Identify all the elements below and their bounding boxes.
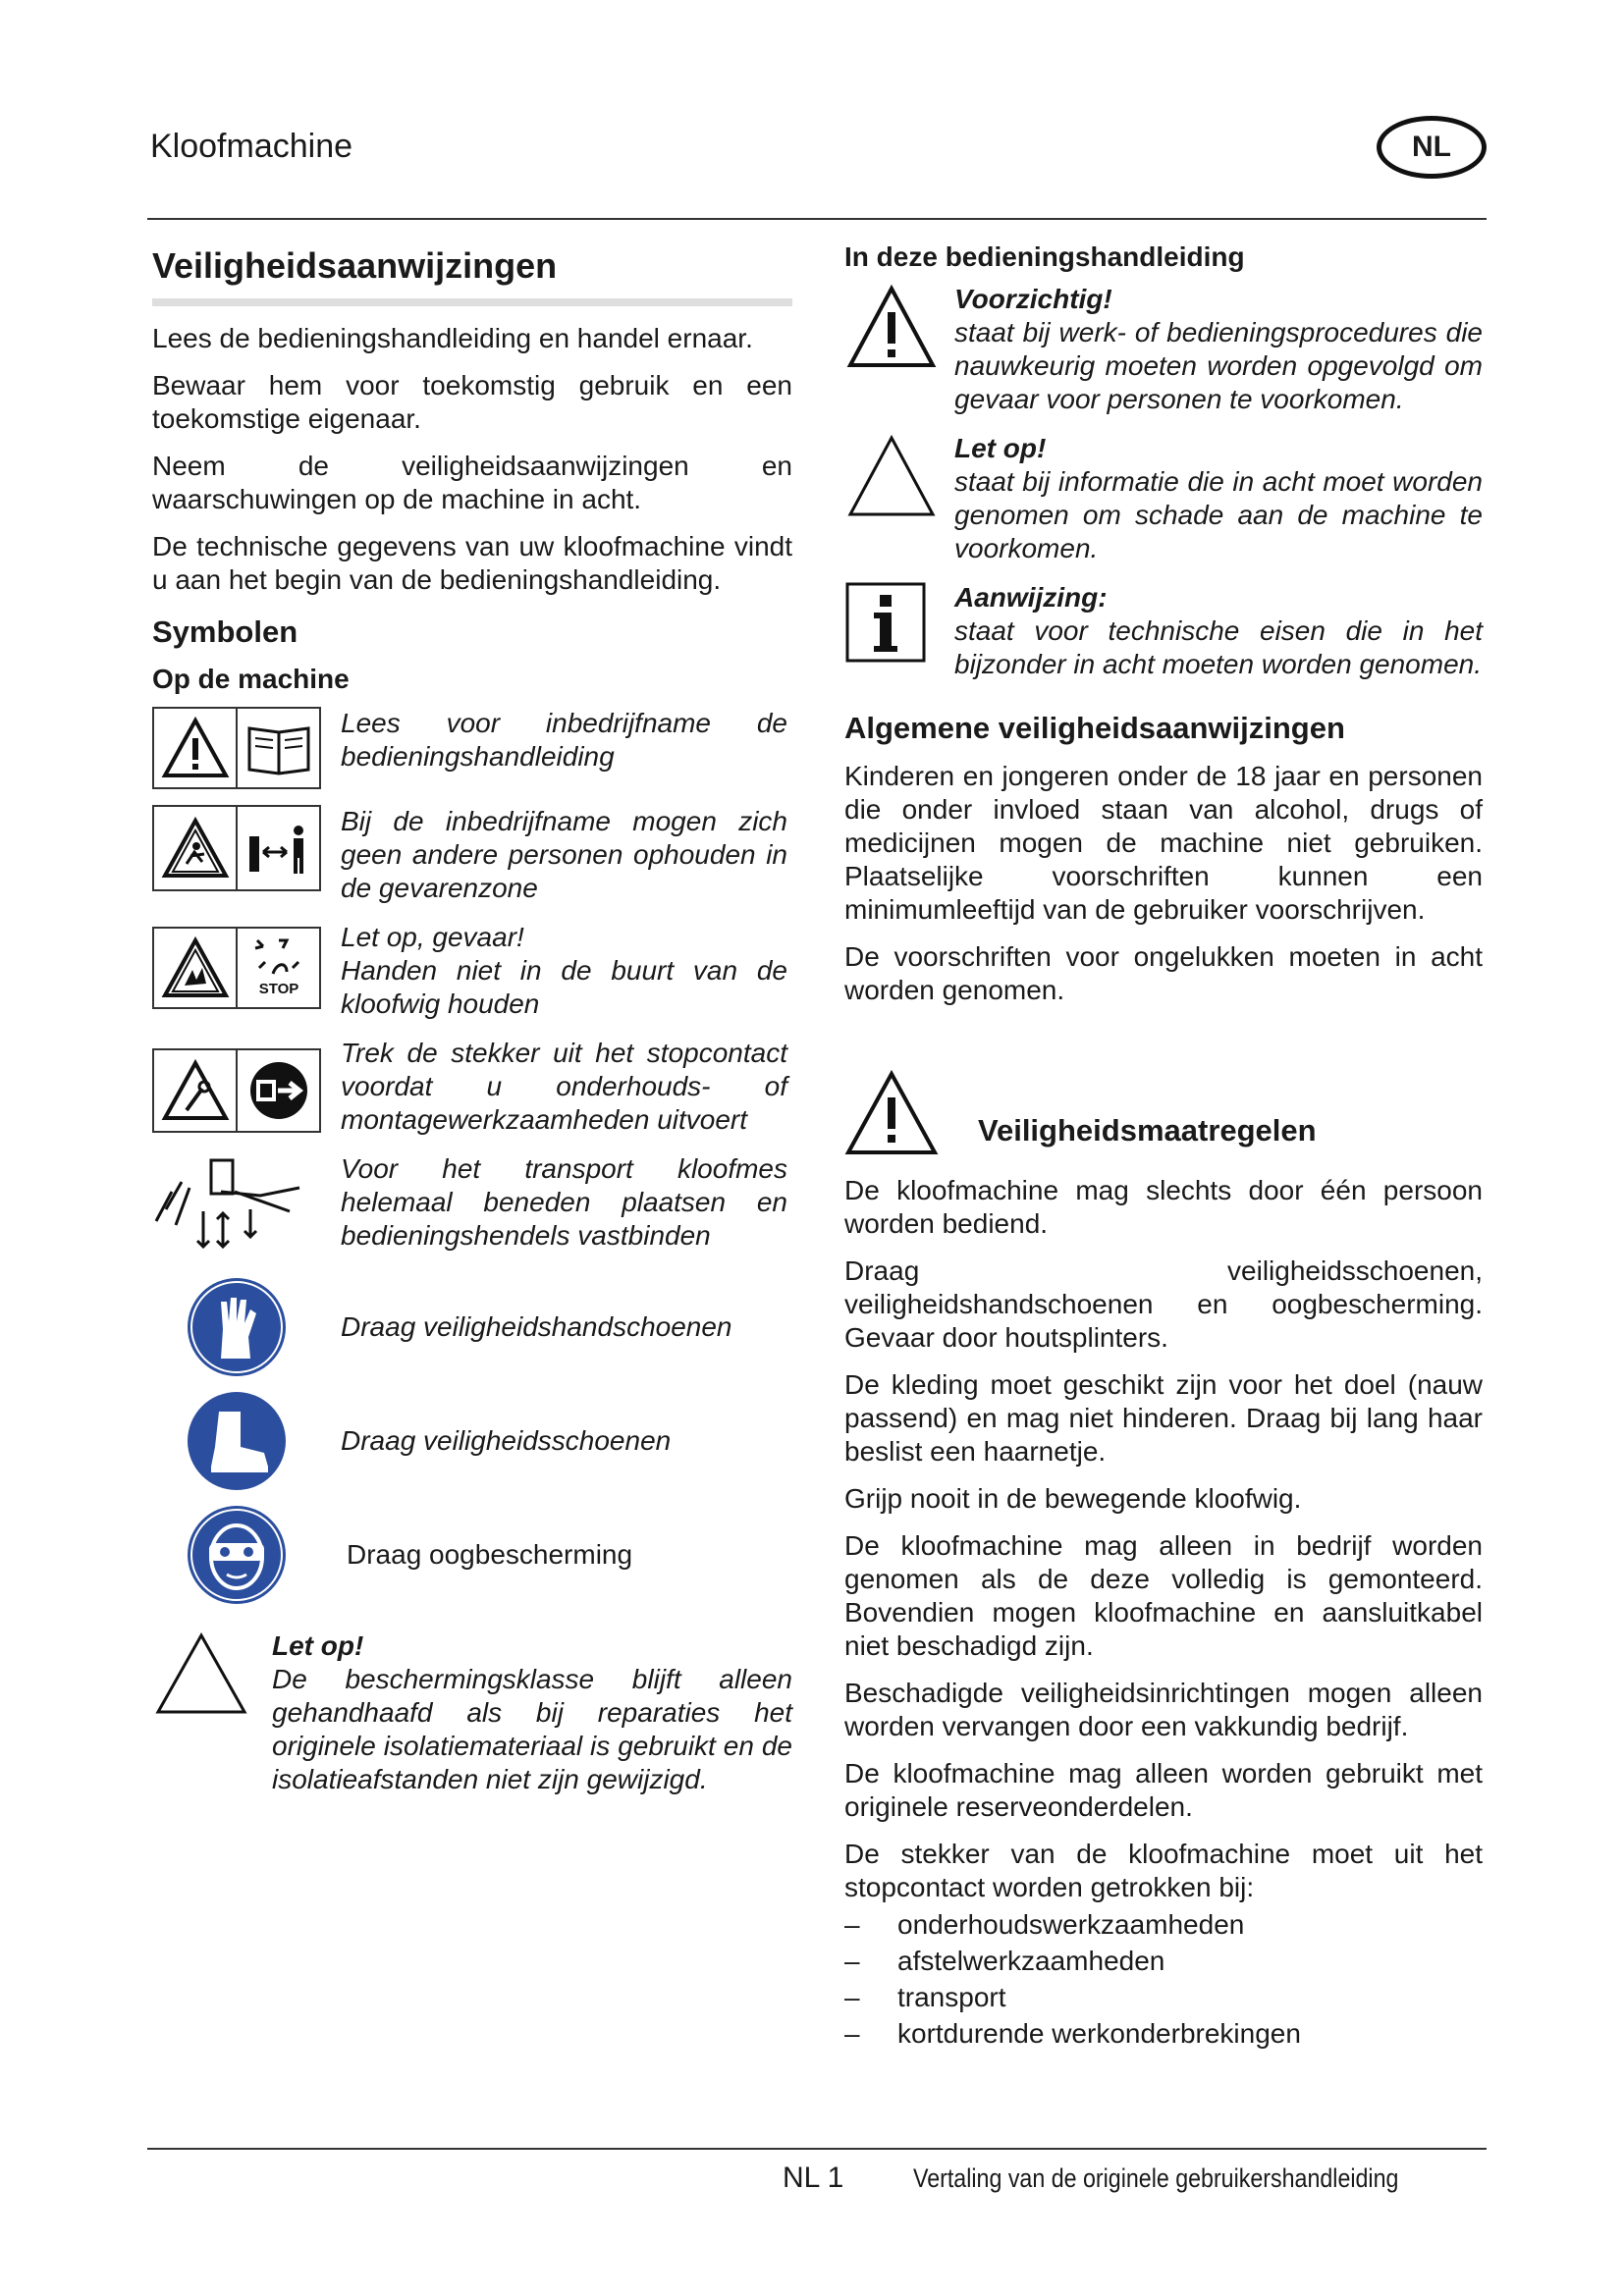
item-text: staat voor technische eisen die in het bijzonder in acht moeten worden genomen.: [954, 615, 1483, 679]
symbol-text: Trek de stekker uit het stopcontact voordat u onderhouds- of montagewerkzaamheden uitvoert: [341, 1038, 787, 1135]
on-machine-heading: Op de machine: [152, 664, 350, 694]
symbol-row: [152, 1504, 792, 1606]
manual-item: [844, 581, 1483, 681]
header-divider: [147, 218, 1487, 220]
symbol-text: Draag oogbescherming: [347, 1539, 633, 1570]
list-item: – onderhoudswerkzaamheden: [844, 1909, 1245, 1940]
warning-hand-icon: [161, 936, 230, 999]
manual-heading: In deze bedieningshandleiding: [844, 241, 1245, 272]
symbol-hands-danger: [152, 927, 321, 1009]
eye-protection-icon: [186, 1504, 288, 1606]
rotating-stop-icon: [244, 933, 314, 1003]
symbol-row: [152, 921, 792, 1021]
symbol-text: Draag veiligheidsschoenen: [341, 1425, 672, 1456]
paragraph: De kloofmachine mag alleen worden gebruikt met originele reserveonderdelen.: [844, 1758, 1483, 1822]
language-badge: NL: [1377, 116, 1487, 179]
symbol-row: [152, 805, 792, 905]
symbol-row: [152, 1390, 792, 1492]
paragraph: De kloofmachine mag slechts door één persoon worden bediend.: [844, 1175, 1483, 1239]
caution-triangle-icon: [152, 1629, 250, 1718]
list-item: – kortdurende werkonderbrekingen: [844, 2018, 1301, 2049]
right-column: [844, 241, 1483, 2052]
symbol-text: Voor het transport kloofmes helemaal beneden plaatsen en bedieningshendels vastbinden: [341, 1153, 787, 1251]
footer-divider: [147, 2148, 1487, 2150]
paragraph: De stekker van de kloofmachine moet uit het stopcontact worden getrokken bij:: [844, 1839, 1483, 1902]
general-heading: Algemene veiligheidsaanwijzingen: [844, 711, 1345, 745]
transport-icon: [152, 1152, 309, 1260]
stop-label: STOP: [258, 981, 298, 997]
gloves-icon: [186, 1276, 288, 1378]
list-item: – afstelwerkzaamheden: [844, 1946, 1165, 1976]
footer-text: Vertaling van de originele gebruikershandleiding: [913, 2163, 1399, 2193]
symbol-text: Handen niet in de buurt van de kloofwig houden: [341, 955, 787, 1019]
note-title: Let op!: [272, 1630, 364, 1661]
symbol-text: Let op, gevaar!: [341, 922, 524, 952]
caution-triangle-icon: [844, 432, 939, 520]
list-item: – transport: [844, 1982, 1006, 2012]
item-text: staat bij informatie die in acht moet worden genomen om schade aan de machine te voorkomen.: [954, 466, 1483, 563]
unplug-icon: [246, 1058, 311, 1123]
measures-heading: Veiligheidsmaatregelen: [978, 1113, 1317, 1148]
symbol-unplug: [152, 1048, 321, 1133]
book-icon: [244, 721, 314, 775]
manual-item: [844, 432, 1483, 565]
symbol-text: Draag veiligheidshandschoenen: [341, 1311, 732, 1342]
paragraph: Kinderen en jongeren onder de 18 jaar en personen die onder invloed staan van alcohol, drugs of medicijnen mogen de machine niet gebruiken. Plaatselijke voorschriften kunnen een minimumleeftijd van de gebruiker voorschrijven.: [844, 761, 1483, 925]
item-title: Aanwijzing:: [954, 582, 1108, 613]
symbol-row: [152, 1276, 792, 1378]
paragraph: Draag veiligheidsschoenen, veiligheidshandschoenen en oogbescherming. Gevaar door houtsplinters.: [844, 1255, 1483, 1353]
paragraph: De voorschriften voor ongelukken moeten in acht worden genomen.: [844, 941, 1483, 1005]
paragraph: De kloofmachine mag alleen in bedrijf worden genomen als de deze volledig is gemonteerd. Bovendien mogen kloofmachine en aansluitkabel niet beschadigd zijn.: [844, 1530, 1483, 1661]
paragraph: Lees de bedieningshandleiding en handel ernaar.: [152, 323, 753, 353]
keep-distance-icon: [244, 817, 314, 880]
paragraph: Grijp nooit in de bewegende kloofwig.: [844, 1483, 1302, 1514]
item-title: Voorzichtig!: [954, 284, 1112, 314]
symbol-row: [152, 707, 792, 789]
symbol-row: [152, 1037, 792, 1137]
paragraph: Beschadigde veiligheidsinrichtingen mogen alleen worden vervangen door een vakkundig bedrijf.: [844, 1678, 1483, 1741]
warning-person-icon: [161, 817, 230, 880]
page-number: NL 1: [783, 2162, 844, 2194]
paragraph: Neem de veiligheidsaanwijzingen en waarschuwingen op de machine in acht.: [152, 451, 792, 514]
warning-exclamation-icon: [844, 283, 939, 371]
item-title: Let op!: [954, 433, 1047, 463]
section-heading-safety: Veiligheidsaanwijzingen: [152, 245, 792, 306]
warning-triangle-icon: [161, 717, 230, 779]
document-title: Kloofmachine: [150, 128, 353, 165]
symbol-danger-zone: [152, 805, 321, 891]
safety-shoes-icon: [186, 1390, 288, 1492]
left-column: [152, 245, 792, 1796]
manual-item: [844, 283, 1483, 416]
unplug-list: [844, 1906, 1483, 2052]
symbol-text: Bij de inbedrijfname mogen zich geen andere personen ophouden in de gevarenzone: [341, 806, 787, 903]
paragraph: De technische gegevens van uw kloofmachine vindt u aan het begin van de bedieningshandleiding.: [152, 531, 792, 595]
symbol-read-manual: [152, 707, 321, 789]
paragraph: Bewaar hem voor toekomstig gebruik en een toekomstige eigenaar.: [152, 370, 792, 434]
paragraph: De kleding moet geschikt zijn voor het doel (nauw passend) en mag niet hinderen. Draag bij lang haar beslist een haarnetje.: [844, 1369, 1483, 1467]
info-icon: [844, 581, 927, 664]
symbols-heading: Symbolen: [152, 614, 298, 649]
symbol-row: [152, 1152, 792, 1260]
symbol-text: Lees voor inbedrijfname de bedieningshandleiding: [341, 708, 787, 772]
warning-wrench-icon: [161, 1059, 230, 1122]
item-text: staat bij werk- of bedieningsprocedures die nauwkeurig moeten worden opgevolgd om gevaar voor personen te voorkomen.: [954, 317, 1483, 414]
warning-exclamation-icon: [844, 1070, 939, 1156]
caution-note: [152, 1629, 792, 1796]
note-text: De beschermingsklasse blijft alleen gehandhaafd als bij reparaties het originele isolatiemateriaal is gebruikt en de isolatieafstanden niet zijn gewijzigd.: [272, 1664, 792, 1794]
measures-header: [844, 1070, 1483, 1156]
